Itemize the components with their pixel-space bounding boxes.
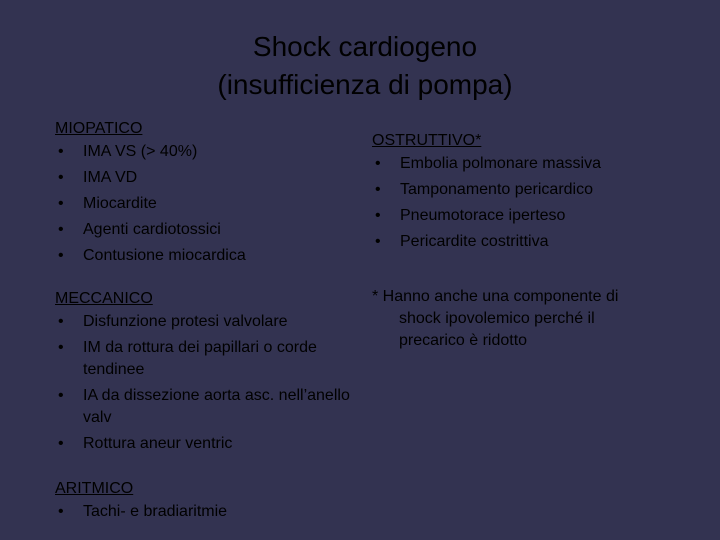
list-item: • Pneumotorace iperteso (372, 205, 672, 227)
footnote-line-2: shock ipovolemico perché il (399, 310, 595, 327)
list-item: • Agenti cardiotossici (55, 219, 355, 241)
list-item: • Miocardite (55, 193, 355, 215)
bullet-icon: • (58, 247, 64, 264)
miopatico-section (55, 117, 355, 267)
ostruttivo-list (372, 153, 672, 253)
list-item: • Tachi- e bradiaritmie (55, 501, 355, 523)
list-item: • Rottura aneur ventric (55, 433, 355, 455)
list-item: • IMA VD (55, 167, 355, 189)
bullet-icon: • (58, 387, 64, 404)
bullet-icon: • (375, 181, 381, 198)
list-item: • IMA VS (> 40%) (55, 141, 355, 163)
bullet-icon: • (58, 435, 64, 452)
left-column (55, 117, 355, 539)
aritmico-section (55, 477, 355, 523)
bullet-icon: • (58, 503, 64, 520)
miopatico-heading: MIOPATICO (55, 120, 143, 137)
title-line-1: Shock cardiogeno (252, 31, 478, 62)
list-item: • Disfunzione protesi valvolare (55, 311, 355, 333)
footnote-line-3: precarico è ridotto (399, 332, 528, 349)
meccanico-section (55, 287, 355, 455)
ostruttivo-section (372, 129, 672, 253)
slide-title (100, 28, 630, 104)
aritmico-heading: ARITMICO (55, 480, 134, 497)
meccanico-heading: MECCANICO (55, 290, 153, 307)
list-item: • Contusione miocardica (55, 245, 355, 267)
bullet-icon: • (375, 233, 381, 250)
miopatico-list (55, 141, 355, 267)
meccanico-list (55, 311, 355, 455)
title-line-2: (insufficienza di pompa) (217, 69, 513, 100)
list-item: • Pericardite costrittiva (372, 231, 672, 253)
bullet-icon: • (375, 155, 381, 172)
bullet-icon: • (58, 339, 64, 356)
bullet-icon: • (58, 169, 64, 186)
bullet-icon: • (58, 313, 64, 330)
footnote-line-1: * Hanno anche una componente di (372, 288, 619, 305)
ostruttivo-heading: OSTRUTTIVO* (372, 132, 482, 149)
list-item: • Embolia polmonare massiva (372, 153, 672, 175)
bullet-icon: • (375, 207, 381, 224)
bullet-icon: • (58, 143, 64, 160)
bullet-icon: • (58, 195, 64, 212)
right-column (372, 129, 672, 269)
list-item: • IA da dissezione aorta asc. nell’anello valv (58, 387, 350, 426)
footnote (372, 286, 662, 352)
list-item: • Tamponamento pericardico (372, 179, 672, 201)
bullet-icon: • (58, 221, 64, 238)
list-item: • IM da rottura dei papillari o corde tendinee (58, 339, 317, 378)
aritmico-list (55, 501, 355, 523)
